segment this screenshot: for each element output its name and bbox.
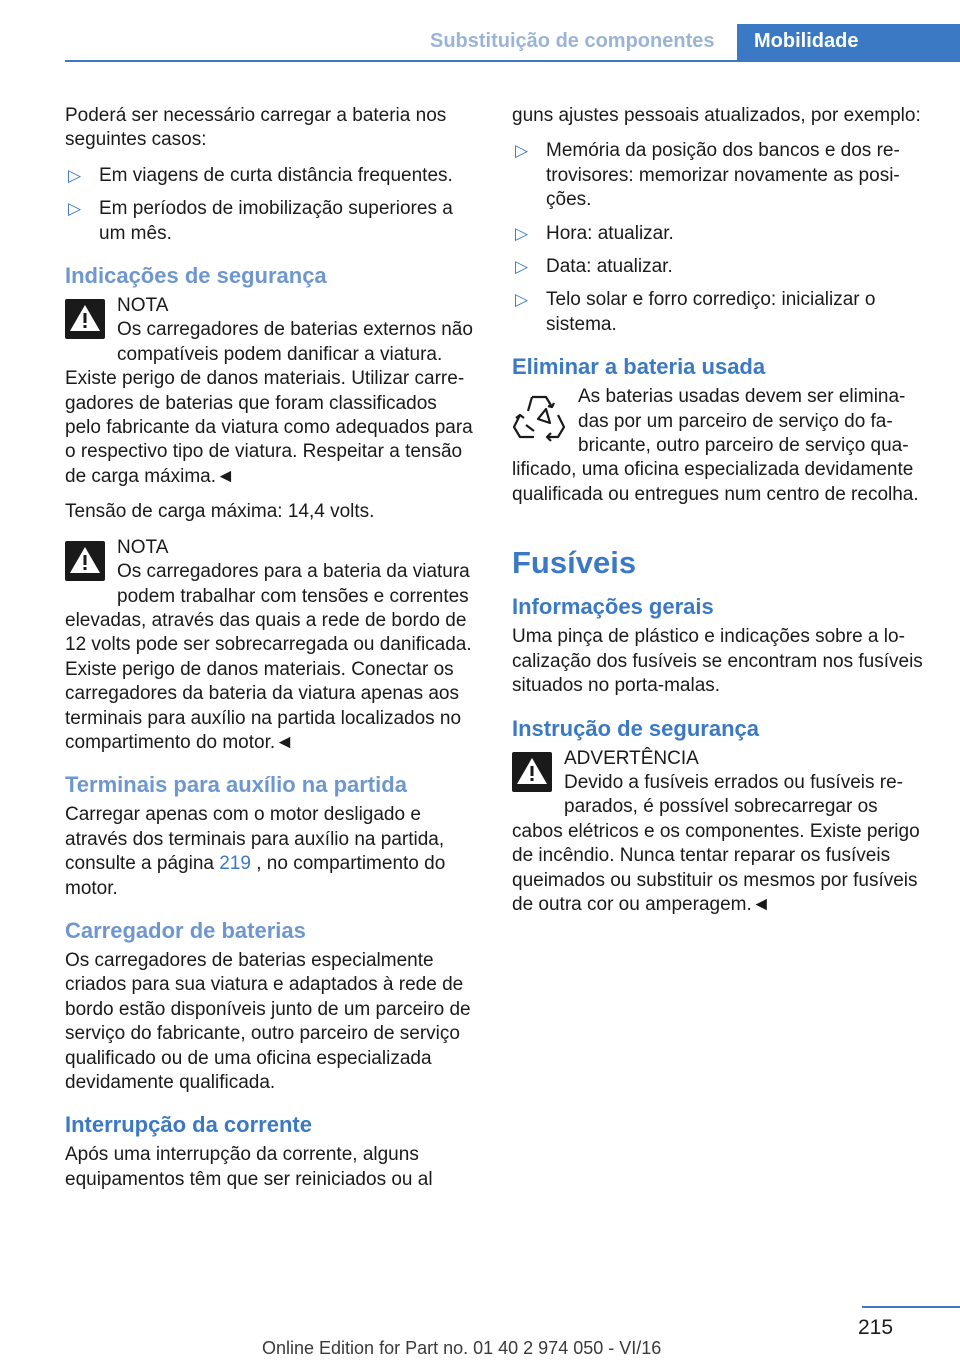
disposal-block: [512, 385, 926, 507]
charger-text: Os carregadores de baterias especialmente criados para sua viatura e adaptados à rede de bordo estão disponíveis junto de um parceiro de serviço do fabricante, outro parceiro de serviço qualificado ou de uma oficina especializada devidamente qualificada.: [65, 949, 471, 1093]
warning-title: ADVERTÊNCIA: [564, 747, 699, 769]
power-interruption-heading: Interrupção da corrente: [65, 1112, 312, 1138]
safety-instruction-heading: Instrução de segurança: [512, 715, 759, 741]
header-rule: [65, 60, 960, 62]
right-column: [512, 104, 926, 928]
list-item: ▷ Memória da posição dos bancos e dos retrovisores: memorizar novamente as posições.: [515, 140, 900, 211]
triangle-bullet-icon: ▷: [515, 141, 529, 161]
warning-block: [512, 747, 926, 918]
triangle-bullet-icon: ▷: [515, 290, 529, 310]
battery-disposal-heading: Eliminar a bateria usada: [512, 354, 766, 380]
triangle-bullet-icon: ▷: [68, 199, 82, 219]
page-number: 215: [858, 1316, 894, 1339]
list-item: ▷ Data: atualizar.: [512, 255, 926, 279]
triangle-bullet-icon: ▷: [515, 257, 529, 277]
notice-title: NOTA: [117, 536, 169, 558]
warning-triangle-icon: [512, 752, 552, 792]
charging-intro: Poderá ser necessário carregar a bateria nos seguintes casos:: [65, 105, 447, 151]
triangle-bullet-icon: ▷: [515, 223, 529, 243]
warning-triangle-icon: [65, 299, 105, 339]
jump-start-heading: Terminais para auxílio na partida: [65, 772, 407, 798]
notice-block: [65, 536, 477, 756]
power-interruption-text: Após uma interrupção da corrente, alguns equipamentos têm que ser reiniciados ou al: [65, 1144, 433, 1190]
page-link[interactable]: 219: [219, 853, 251, 875]
general-info-heading: Informações gerais: [512, 594, 714, 620]
list-item: ▷ Em períodos de imobilização superiores a um mês.: [68, 198, 453, 244]
triangle-bullet-icon: ▷: [68, 165, 82, 185]
charging-cases-list: [65, 164, 477, 246]
interruption-continued-text: guns ajustes pessoais atualizados, por exemplo:: [512, 105, 921, 126]
fuses-title: Fusíveis: [512, 545, 637, 581]
left-column: [65, 104, 477, 1203]
header-chapter-tab: Mobilidade: [737, 24, 960, 62]
notice-title: NOTA: [117, 295, 169, 317]
notice-block: [65, 294, 477, 489]
notice-text: Os carregadores para a bateria da viatura podem trabalhar com tensões e correntes elevadas, através das quais a rede de bordo de 12 volts pode ser sobrecarregada ou danificada. Existe perigo de danos materiais. Conectar os carregadores da bateria da viatura apenas aos terminais para auxílio na partida localizados no compartimento do motor.◄: [65, 561, 472, 753]
list-item: ▷ Hora: atualizar.: [512, 222, 926, 246]
list-item: ▷ Telo solar e forro corrediço: inicializar o sistema.: [515, 289, 876, 335]
jump-start-text: Carregar apenas com o motor desligado e através dos terminais para auxílio na partida, consulte a página 219 , no compartimento do motor.: [65, 804, 446, 899]
warning-triangle-icon: [65, 541, 105, 581]
warning-text: Devido a fusíveis errados ou fusíveis reparados, é possível sobrecarregar os cabos elétricos e os componentes. Existe perigo de incêndio. Nunca tentar reparar os fusíveis queimados ou substituir os mesmos por fusíveis de outra cor ou amperagem.◄: [512, 771, 920, 915]
safety-heading: Indicações de segurança: [65, 263, 327, 289]
general-info-text: Uma pinça de plástico e indicações sobre a localização dos fusíveis se encontram nos fusíveis situados no porta-malas.: [512, 626, 923, 697]
notice-text: Os carregadores de baterias externos não compatíveis podem danificar a viatura. Existe perigo de danos materiais. Utilizar carregadores de baterias que foram classificados pelo fabricante da viatura como adequados para o respectivo tipo de viatura. Respeitar a tensão de carga máxima.◄: [65, 319, 473, 487]
header-section-title: Substituição de componentes: [430, 30, 715, 52]
charger-heading: Carregador de baterias: [65, 917, 306, 943]
list-item: ▷ Em viagens de curta distância frequentes.: [65, 164, 477, 188]
edition-footer: Online Edition for Part no. 01 40 2 974 050 - VI/16: [262, 1338, 662, 1358]
max-voltage-text: Tensão de carga máxima: 14,4 volts.: [65, 501, 375, 523]
footer-rule: [862, 1306, 960, 1308]
disposal-text: As baterias usadas devem ser eliminadas por um parceiro de serviço do fabricante, outro parceiro de serviço qualificado, uma oficina especializada devidamente qualificada ou entregues num centro de recolha.: [512, 386, 919, 505]
recycle-icon: [512, 389, 566, 449]
reset-items-list: [512, 139, 926, 337]
